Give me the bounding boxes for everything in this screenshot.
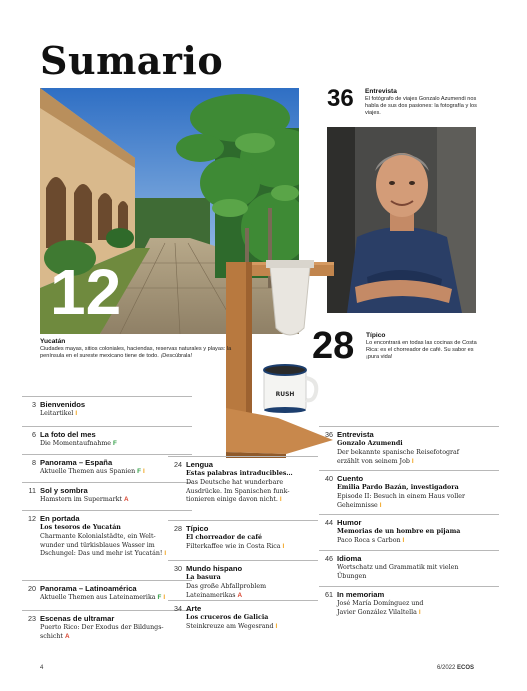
toc-section-title: Escenas de ultramar [40, 614, 115, 623]
toc-column-right [319, 430, 499, 660]
level-badge: A [64, 632, 70, 640]
toc-page-number: 23 [28, 614, 36, 623]
level-badge: I [75, 410, 78, 417]
level-badge: I [402, 537, 405, 544]
toc-page-number: 61 [325, 590, 333, 599]
toc-section-title: In memoriam [337, 590, 385, 599]
toc-page-number: 28 [174, 524, 182, 533]
level-badge: I [411, 457, 414, 465]
toc-page-number: 24 [174, 460, 182, 469]
toc-description-line: Der bekannte spanische Reisefotograf [337, 449, 460, 456]
toc-description-line: Puerto Rico: Der Exodus der Bildungs- [40, 624, 164, 631]
toc-divider [319, 586, 499, 587]
toc-subtitle: Los cruceros de Galicia [186, 614, 269, 621]
toc-divider [168, 456, 318, 457]
toc-description [337, 564, 458, 581]
toc-subtitle: El chorreador de café [186, 534, 263, 541]
toc-page-number: 20 [28, 584, 36, 593]
toc-section-title: Mundo hispano [186, 564, 243, 573]
toc-description [186, 583, 266, 600]
toc-description-line: Die Momentaufnahme F [40, 440, 117, 447]
interview-photo [327, 127, 476, 313]
toc-description-line: Geheimnisse I [337, 501, 382, 509]
toc-divider [319, 426, 499, 427]
toc-description-line: Episode II: Besuch in einem Haus voller [337, 493, 465, 500]
toc-section-title: Idioma [337, 554, 362, 563]
toc-description-line: wunder und türkisblaues Wasser im [40, 541, 155, 549]
toc-page-number: 44 [325, 518, 333, 527]
toc-description [40, 533, 166, 559]
toc-divider [168, 560, 318, 561]
toc-divider [22, 610, 192, 611]
toc-section-title: Panorama – España [40, 458, 113, 467]
toc-section-title: Panorama – Latinoamérica [40, 584, 137, 593]
toc-section-title: Lengua [186, 460, 214, 469]
level-badge: I [143, 468, 145, 475]
toc-section-title: Típico [186, 524, 209, 533]
toc-section-title: Sol y sombra [40, 486, 88, 495]
toc-description-line: Aktuelle Themen aus Spanien F I [40, 468, 145, 475]
toc-section-title: La foto del mes [40, 430, 96, 439]
toc-description-line: Übungen [337, 572, 367, 580]
yucatan-page-number: 12 [50, 256, 122, 328]
brand-name: ECOS [457, 665, 475, 671]
toc-page-number: 30 [174, 564, 182, 573]
toc-page-number: 11 [28, 486, 36, 495]
toc-divider [22, 580, 192, 581]
level-badge: I [418, 608, 421, 616]
issue-label [437, 665, 474, 671]
toc-divider [22, 482, 192, 483]
toc-description-line: Javier González Vilaltella I [337, 608, 421, 616]
toc-section-title: Humor [337, 518, 362, 527]
toc-page-number: 3 [32, 400, 36, 409]
tipico-teaser: Lo encontrará en todas las cocinas de Costa Rica: es el chorreador de café. Su sabor es ¡pura vida! [366, 340, 477, 361]
toc-divider [319, 550, 499, 551]
toc-description-line: Filterkaffee wie in Costa Rica I [186, 543, 285, 550]
toc-divider [22, 426, 192, 427]
toc-divider [22, 510, 192, 511]
yucatan-teaser: Ciudades mayas, sitios coloniales, haciendas, reservas naturales y playas: la península en el sureste mexicano tiene de todo. ¡Descúbrala! [40, 346, 232, 360]
interview-page-number: 36 [327, 85, 354, 112]
toc-page-number: 12 [28, 514, 36, 523]
toc-description [40, 440, 117, 449]
toc-description-line: Dschungel: Das und mehr ist Yucatán! I [40, 550, 167, 558]
toc-description-line: Steinkreuze am Wegesrand I [186, 623, 278, 630]
toc-description-line: erzählt von seinem Job I [337, 457, 414, 465]
page-number: 4 [40, 665, 44, 671]
toc-divider [319, 470, 499, 471]
level-badge: F [137, 468, 142, 475]
toc-description-line: Leitartikel I [40, 410, 78, 417]
level-badge: A [123, 496, 129, 503]
level-badge: A [237, 591, 243, 599]
toc-divider [22, 454, 192, 455]
toc-description [186, 479, 290, 505]
toc-subtitle: Gonzalo Azumendi [337, 440, 403, 447]
toc-description [40, 468, 145, 477]
toc-subtitle: Estas palabras intraducibles… [186, 470, 293, 477]
toc-section-title: En portada [40, 514, 80, 523]
toc-divider [22, 396, 192, 397]
toc-description [40, 594, 165, 603]
toc-description-line: Das große Abfallproblem [186, 583, 267, 590]
toc-description-line: tionieren einige davon nicht. I [186, 496, 282, 504]
toc-section-title: Cuento [337, 474, 364, 483]
toc-description [337, 449, 459, 466]
page-title: Sumario [40, 38, 224, 83]
toc-description [40, 496, 129, 505]
toc-divider [168, 600, 318, 601]
toc-subtitle: Los tesoros de Yucatán [40, 524, 121, 531]
level-badge: I [163, 594, 166, 601]
issue-number: 6/2022 [437, 665, 456, 671]
toc-page-number: 34 [174, 604, 182, 613]
toc-description [186, 623, 277, 632]
toc-description [40, 624, 164, 641]
tipico-kicker: Típico [366, 332, 386, 339]
mug-label: RUSH [275, 391, 295, 398]
yucatan-kicker: Yucatán [40, 338, 66, 345]
toc-divider [319, 514, 499, 515]
level-badge: F [113, 440, 117, 447]
tipico-page-number: 28 [312, 325, 355, 367]
level-badge: I [164, 550, 167, 558]
toc-page-number: 40 [325, 474, 333, 483]
toc-description [40, 410, 77, 419]
toc-description-line: schicht A [40, 632, 70, 640]
interview-teaser: El fotógrafo de viajes Gonzalo Azumendi nos habla de sus dos pasiones: la fotografía y los viajes. [365, 96, 477, 117]
toc-divider [168, 520, 318, 521]
level-badge: I [282, 543, 285, 550]
toc-description-line: Wortschatz und Grammatik mit vielen [337, 564, 459, 571]
toc-description-line: Hamstern im Supermarkt A [40, 496, 129, 503]
toc-page-number: 6 [32, 430, 36, 439]
toc-column-middle [168, 460, 318, 660]
toc-subtitle: Emilia Pardo Bazán, investigadora [337, 484, 459, 491]
toc-subtitle: La basura [186, 574, 221, 581]
interview-kicker: Entrevista [365, 88, 397, 95]
level-badge: I [379, 501, 382, 509]
toc-section-title: Arte [186, 604, 202, 613]
toc-description-line: José María Domínguez und [337, 600, 424, 607]
toc-description-line: Ausdrücke. Im Spanischen funk- [186, 487, 290, 495]
toc-description [337, 537, 404, 546]
toc-section-title: Entrevista [337, 430, 374, 439]
toc-description [337, 600, 423, 617]
toc-subtitle: Memorias de un hombre en pijama [337, 528, 461, 535]
toc-column-left [22, 400, 192, 660]
toc-description-line: Das Deutsche hat wunderbare [186, 479, 284, 486]
toc-description [337, 493, 465, 510]
toc-page-number: 8 [32, 458, 36, 467]
toc-section-title: Bienvenidos [40, 400, 86, 409]
level-badge: F [157, 594, 162, 601]
level-badge: I [275, 623, 278, 630]
toc-description-line: Aktuelle Themen aus Lateinamerika F I [40, 594, 166, 601]
level-badge: I [279, 496, 282, 504]
interview-photo-illustration [327, 127, 476, 313]
toc-page-number: 46 [325, 554, 333, 563]
toc-description-line: Charmante Kolonialstädte, ein Welt- [40, 533, 156, 540]
toc-page-number: 36 [325, 430, 333, 439]
toc-description-line: Lateinamerikas A [186, 591, 243, 599]
toc-description [186, 543, 284, 552]
toc-description-line: Paco Roca s Carbon I [337, 537, 405, 544]
